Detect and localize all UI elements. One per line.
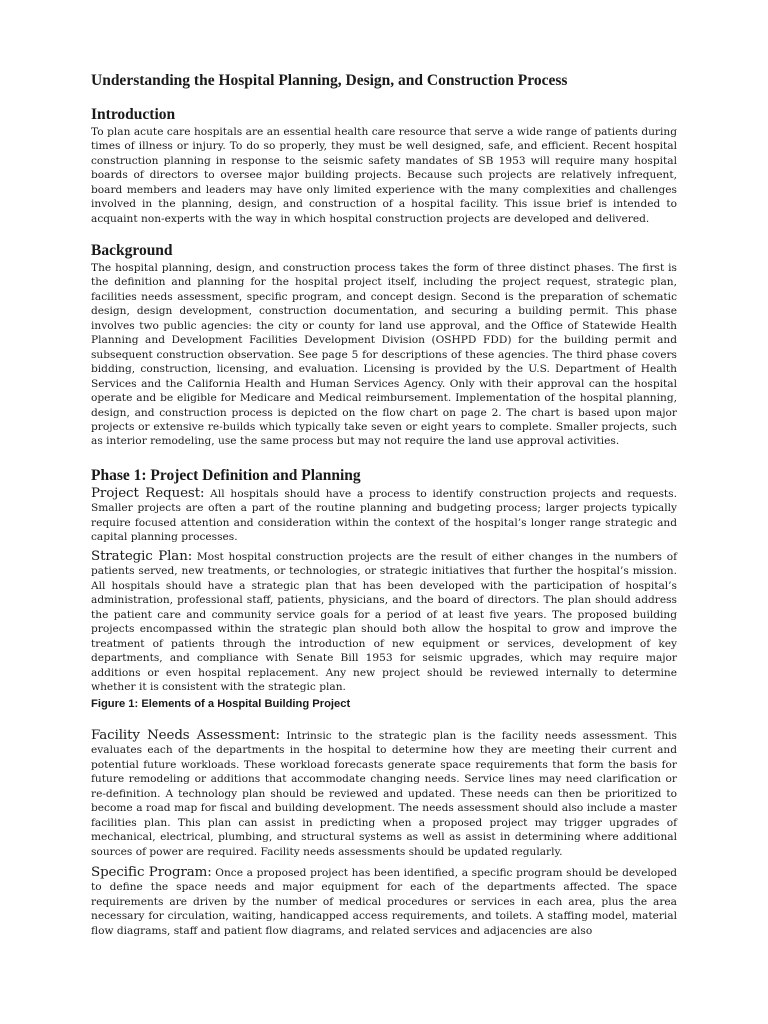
figure-1-caption: Figure 1: Elements of a Hospital Building Project [91, 698, 351, 710]
strategic-plan-lead: Strategic Plan: [91, 549, 193, 564]
introduction-paragraph: To plan acute care hospitals are an essential health care resource that serve a wide range of patients during times of illness or injury. To do so properly, they must be well designed, safe, and efficient. Recent hospital construction planning in response to the seismic safety mandates of SB 1953 will require many hospital boards of directors to oversee major building projects. Because such projects are relatively infrequent, board members and leaders may have only limited experience with the many complexities and challenges involved in the planning, design, and construction of a hospital facility. This issue brief is intended to acquaint non-experts with the way in which hospital construction projects are developed and delivered. [91, 126, 677, 225]
phase1-heading: Phase 1: Project Definition and Planning [91, 467, 361, 484]
specific-program-lead: Specific Program: [91, 865, 212, 880]
specific-program-paragraph [91, 866, 677, 938]
specific-program-text: Once a proposed project has been identified, a specific program should be developed to define the space needs and major equipment for each of the departments affected. The space requirements are driven by the number of medical procedures or services in each area, plus the area necessary for circulation, waiting, handicapped access requirements, and toilets. A staffing model, material flow diagrams, staff and patient flow diagrams, and related services and adjacencies are also [91, 867, 677, 937]
background-paragraph: The hospital planning, design, and construction process takes the form of three distinct phases. The first is the definition and planning for the hospital project itself, including the project request, strategic plan, facilities needs assessment, specific program, and concept design. Second is the preparation of schematic design, design development, construction documentation, and securing a building permit. This phase involves two public agencies: the city or county for land use approval, and the Office of Statewide Health Planning and Development Facilities Development Division (OSHPD FDD) for the building permit and subsequent construction observation. See page 5 for descriptions of these agencies. The third phase covers bidding, construction, licensing, and evaluation. Licensing is provided by the U.S. Department of Health Services and the California Health and Human Services Agency. Only with their approval can the hospital operate and be eligible for Medicare and Medical reimbursement. Implementation of the hospital planning, design, and construction process is depicted on the flow chart on page 2. The chart is based upon major projects or extensive re-builds which typically take seven or eight years to complete. Smaller projects, such as interior remodeling, use the same process but may not require the land use approval activities. [91, 262, 677, 448]
introduction-heading: Introduction [91, 106, 176, 123]
project-request-paragraph [91, 487, 677, 545]
background-heading: Background [91, 242, 173, 259]
project-request-lead: Project Request: [91, 486, 205, 501]
facility-needs-lead: Facility Needs Assessment: [91, 728, 280, 743]
strategic-plan-text: Most hospital construction projects are the result of either changes in the numbers of patients served, new treatments, or technologies, or strategic initiatives that further the hospital’s mission. All hospitals should have a strategic plan that has been developed with the participation of hospital’s administration, professional staff, patients, physicians, and the board of directors. The plan should address the patient care and community service goals for a period of at least five years. The proposed building projects encompassed within the strategic plan should both allow the hospital to grow and improve the treatment of patients through the introduction of new equipment or services, development of key departments, and compliance with Senate Bill 1953 for seismic upgrades, which may require major additions or even hospital replacement. Any new project should be reviewed internally to determine whether it is consistent with the strategic plan. [91, 551, 677, 694]
facility-needs-paragraph [91, 729, 677, 859]
strategic-plan-paragraph [91, 550, 677, 695]
document-title: Understanding the Hospital Planning, Design, and Construction Process [91, 72, 568, 89]
project-request-text: All hospitals should have a process to identify construction projects and requests. Smaller projects are often a part of the routine planning and budgeting process; larger projects typically require focused attention and consideration within the context of the hospital’s longer range strategic and capital planning processes. [91, 488, 677, 544]
facility-needs-text: Intrinsic to the strategic plan is the facility needs assessment. This evaluates each of the departments in the hospital to determine how they are meeting their current and potential future workloads. These workload forecasts generate space requirements that form the basis for future remodeling or additions that accommodate changing needs. Service lines may need clarification or re-definition. A technology plan should be reviewed and updated. These needs can then be prioritized to become a road map for fiscal and building development. The needs assessment should also include a master facilities plan. This plan can assist in predicting when a proposed project may trigger upgrades of mechanical, electrical, plumbing, and structural systems as well as assist in determining where additional sources of power are required. Facility needs assessments should be updated regularly. [91, 730, 677, 858]
